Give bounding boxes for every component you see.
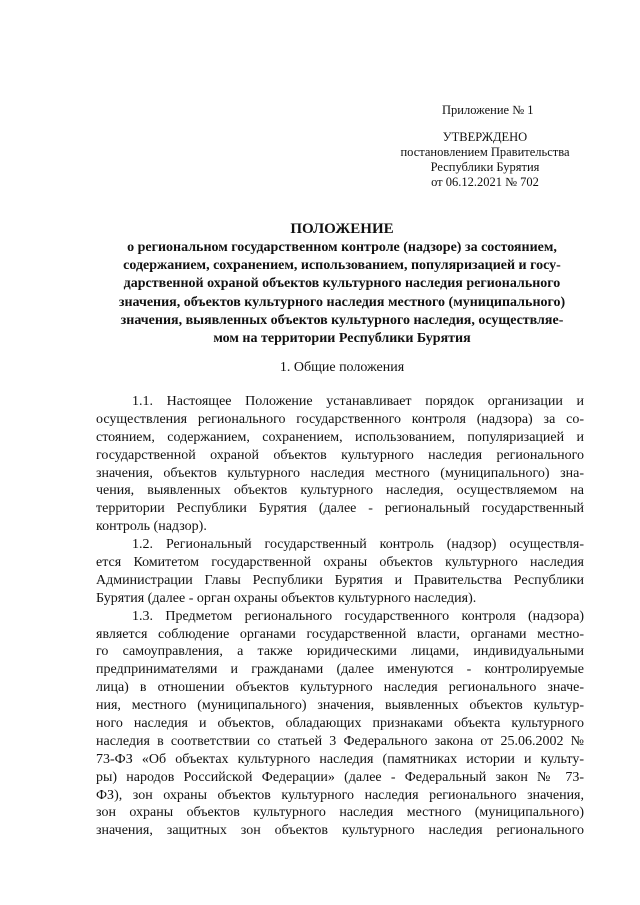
paragraph-line: Бурятия (далее - орган охраны объектов культурного наследия). — [96, 590, 477, 606]
title-line: о региональном государственном контроле (надзоре) за состоянием, — [127, 240, 557, 255]
title-main: ПОЛОЖЕНИЕ — [290, 221, 394, 237]
paragraph-line: 1.1. Настоящее Положение устанавливает порядок организации и — [132, 394, 584, 409]
paragraph-line: Администрации Главы Республики Бурятия и Правительства Республики — [96, 572, 584, 588]
paragraph-line: осуществления регионального государственного контроля (надзора) за со- — [96, 411, 584, 427]
paragraph-line: 1.2. Региональный государственный контроль (надзор) осуществля- — [132, 537, 584, 553]
paragraph-line: территории Республики Бурятия (далее - региональный государственный — [96, 501, 584, 517]
approved-label: УТВЕРЖДЕНО — [442, 130, 528, 144]
paragraph-line: 73-ФЗ «Об объектах культурного наследия (памятниках истории и культу- — [96, 751, 584, 767]
paragraph-line: наследия в соответствии со статьей 3 Федерального закона от 25.06.2002 № — [96, 733, 584, 749]
approved-by-line-1: постановлением Правительства — [400, 145, 570, 159]
title-line: дарственной охраной объектов культурного наследия регионального — [123, 276, 561, 292]
paragraph-line: является соблюдение органами государственной власти, органами местно- — [96, 626, 584, 642]
paragraph-line: значения, объектов культурного наследия местного (муниципального) зна- — [96, 465, 584, 481]
paragraph-line: ного наследия и объектов, обладающих признаками объекта культурного — [96, 716, 584, 732]
paragraph-line: значения, защитных зон объектов культурного наследия регионального — [96, 823, 584, 839]
approval-stamp — [392, 130, 578, 190]
title-line: содержанием, сохранением, использованием, популяризацией и госу- — [123, 258, 561, 274]
title-line: мом на территории Республики Бурятия — [213, 331, 471, 347]
paragraph-line: лица) в отношении объектов культурного наследия регионального значе- — [96, 680, 584, 696]
document-body — [96, 393, 584, 840]
paragraph-line: зон охраны объектов культурного наследия местного (муниципального) — [96, 805, 584, 821]
paragraph-line: чения, выявленных объектов культурного наследия, осуществляемом на — [96, 483, 584, 499]
paragraph-line: ния, местного (муниципального) значения, выявленных объектов культур- — [96, 698, 584, 714]
approved-date: от 06.12.2021 № 702 — [431, 175, 539, 189]
document-title — [96, 219, 588, 348]
paragraph-line: ФЗ), зон охраны объектов культурного наследия регионального значения, — [96, 787, 584, 803]
paragraph-line: ры) народов Российской Федерации» (далее - Федеральный закон № 73- — [96, 769, 584, 785]
paragraph-line: контроль (надзор). — [96, 519, 207, 535]
paragraph-line: 1.3. Предметом регионального государственного контроля (надзора) — [132, 608, 584, 624]
paragraph-line: ется Комитетом государственной охраны объектов культурного наследия — [96, 555, 584, 571]
paragraph-line: го самоуправления, а также юридическими лицами, индивидуальными — [96, 644, 584, 660]
title-line: значения, объектов культурного наследия местного (муниципального) — [118, 294, 566, 310]
title-line: значения, выявленных объектов культурного наследия, осуществляе- — [120, 312, 564, 328]
paragraph-line: предпринимателями и гражданами (далее именуются - контролируемые — [96, 662, 584, 678]
appendix-label: Приложение № 1 — [442, 103, 534, 117]
paragraph-line: государственной охраной объектов культурного наследия регионального — [96, 447, 584, 463]
section-heading: 1. Общие положения — [279, 360, 405, 375]
paragraph-line: стоянием, содержанием, сохранением, использованием, популяризацией и — [96, 429, 584, 445]
approved-by-line-2: Республики Бурятия — [430, 160, 540, 174]
